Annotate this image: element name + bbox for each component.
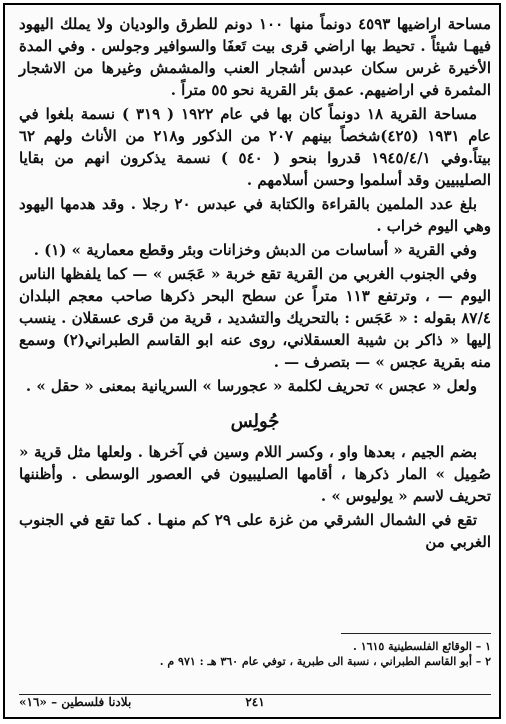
footnote-divider [341, 633, 491, 634]
paragraph: مساحة اراضيها ٤٥٩٣ دونماً منها ١٠٠ دونم للطرق والوديان ولا يملك اليهود فيهـا شيئاً . تحيط بها اراضي قرى بيت تَعفَا والسوافير وجولس . وفي المدة الأخيرة غرس سكان عبدس أشجار العنب والمشمش وغيرها من الاشجار المثمرة في اراضيهم. عمق بئر القرية نحو ٥٥ متراً . [19, 15, 492, 99]
paragraph: مساحة القرية ١٨ دونماً كان بها في عام ١٩٢٢ ( ٣١٩ ) نسمة بلغوا في عام ١٩٣١ (٤٢٥)شخصاً بينهم ٢٠٧ من الذكور و٢١٨ من الأناث ولهم ٦٢ بيتاً.وفي ١٩٤٥/٤/١ قدروا بنحو ( ٥٤٠ ) نسمة يذكرون انهم من بقايا الصليبيين وقد أسلموا وحسن أسلامهم . [19, 105, 492, 189]
paragraph: بلغ عدد الملمين بالقراءة والكتابة في عبدس ٢٠ رجلا . وقد هدمها اليهود وهي اليوم خراب . [19, 195, 491, 235]
footnotes [19, 639, 491, 669]
book-page [19, 13, 491, 713]
page-frame [3, 3, 501, 719]
footnote: ٢ – أبو القاسم الطبراني ، نسبة الى طبرية ، توفي عام ٣٦٠ هـ : ٩٧١ م . [159, 655, 491, 668]
footnote: ١ – الوقائع الفلسطينية ١٦١٥ . [353, 640, 491, 653]
page-footer [19, 695, 491, 713]
paragraph: وفي القرية « أساسات من الدبش وخزانات وبئر وقطع معمارية » (١) . [33, 241, 477, 259]
paragraph: ولعل « عجس » تحريف لكلمة « عجورسا » السريانية بمعنى « حقل » . [25, 377, 477, 395]
main-text [19, 13, 491, 553]
page-number: ٢٤١ [245, 695, 265, 709]
section-heading: جُولِس [230, 411, 280, 432]
paragraph: وفي الجنوب الغربي من القرية تقع خربة « عَجَس » — كما يلفظها الناس اليوم — ، وترتفع ١١٣ متراً عن سطح البحر ذكرها صاحب معجم البلدان ٨٧/٤ بقوله : « عَجَس : بالتحريك والتشديد ، قرية من قرى عسقلان . ينسب إليها « ذاكر بن شيبة العسقلاني، روى عنه ابو القاسم الطبراني(٢) وسمع منه بقرية عجس » — بتصرف — . [19, 265, 491, 371]
paragraph: بضم الجيم ، بعدها واو ، وكسر اللام وسين في آخرها . ولعلها مثل قرية « صُمِيل » المار ذكرها ، أقامها الصليبيون في العصور الوسطى . وأظننها تحريف لاسم « يوليوس » . [19, 443, 491, 505]
running-title: بلادنا فلسطين – «١٦» [19, 695, 132, 709]
paragraph: تقع في الشمال الشرقي من غزة على ٢٩ كم منهـا . كما تقع في الجنوب الغربي من [19, 511, 491, 551]
